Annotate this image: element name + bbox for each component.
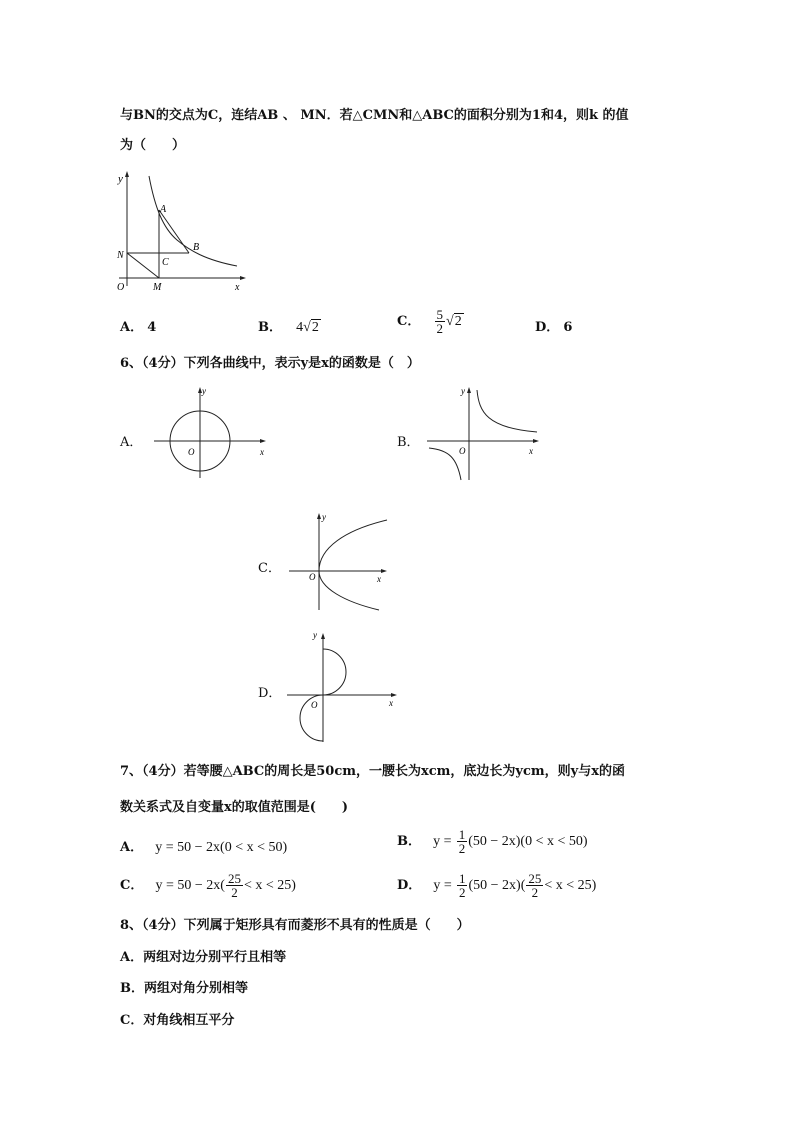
parabola-curve [319,520,387,610]
q5-option-b[interactable] [258,316,321,336]
q7-option-d-den2: 2 [531,885,539,900]
segment-MN [127,253,159,278]
fig-label-B: B [193,242,200,253]
axis-x-label: x [377,574,381,584]
sqrt-icon: √ [303,320,311,335]
q8-option-c[interactable]: C．对角线相互平分 [120,1013,235,1028]
q5-option-c-den: 2 [436,321,443,336]
q7-option-c-den: 2 [231,885,238,900]
q6-stem: 6、（4分）下列各曲线中，表示y是x的函数是（ ） [120,356,420,371]
q5-option-a-label: A． [120,320,144,335]
q7-option-c-pre: y = 50 − 2x( [155,878,225,893]
q5-option-c-radicand: 2 [454,314,462,329]
fig-label-C: C [162,257,169,268]
q7-stem-line2: 数关系式及自变量x的取值范围是( ) [120,800,349,815]
axis-y-label: y [461,386,465,396]
q5-option-b-label: B． [258,320,282,335]
q7-option-a-expr: y = 50 − 2x(0 < x < 50) [155,840,288,855]
q5-option-d[interactable] [535,316,572,335]
q5-option-c-fraction [435,308,446,335]
q7-option-d-mid: (50 − 2x)( [468,878,526,893]
axis-origin-label: O [188,447,195,457]
upper-semicircle-curve [323,649,346,695]
q7-option-d-fraction-1 [457,872,468,899]
q7-stem-line1: 7、（4分）若等腰△ABC的周长是50cm，一腰长为xcm，底边长为ycm，则y与x的函 [120,764,625,779]
hyperbola-curve [477,390,537,432]
q7-option-d-num: 1 [458,871,466,886]
axis-y-label: y [322,512,326,522]
axis-y-label: y [202,386,206,396]
q7-option-c-num: 25 [227,871,241,886]
q7-option-b-num: 1 [458,827,466,842]
q7-option-c-post: < x < 25) [243,878,296,893]
q5-option-a[interactable] [120,316,156,335]
q5-option-d-label: D． [535,320,560,335]
q5-option-c-num: 5 [436,307,443,322]
q8-stem: 8、（4分）下列属于矩形具有而菱形不具有的性质是（ ） [120,918,470,933]
q6-option-c[interactable]: C． [258,561,281,576]
q7-option-d-num2: 25 [528,871,542,886]
fig-label-x: x [235,282,240,293]
q7-option-b-pre: y = [433,834,452,849]
q6-option-b[interactable]: B． [397,435,420,450]
q5-option-d-value: 6 [563,320,573,335]
q5-line2: 为（ ） [120,138,186,153]
q6-option-d[interactable]: D． [258,686,282,701]
q5-option-a-value: 4 [147,320,157,335]
q7-option-a-label: A． [120,840,144,855]
q7-option-b-den: 2 [458,841,466,856]
axis-x-label: x [260,447,264,457]
fig-label-N: N [117,250,124,261]
fig-label-y: y [118,173,123,185]
q5-figure [115,168,250,296]
q7-option-d-fraction-2 [526,872,543,899]
q7-option-d-pre: y = [433,878,452,893]
axis-x-label: x [529,446,533,456]
axis-origin-label: O [309,572,316,582]
q6-d-figure [285,628,405,746]
fig-label-M: M [153,282,162,293]
sqrt-icon: √ [446,314,454,329]
axis-origin-label: O [459,446,466,456]
q7-option-d-label: D． [397,878,422,893]
q6-c-figure [285,508,395,614]
segment-AB [159,210,189,253]
q6-a-figure [150,382,270,482]
q6-option-a[interactable]: A． [120,435,143,450]
q7-option-a[interactable] [120,836,287,856]
q7-option-c-label: C． [120,878,144,893]
q7-option-b[interactable] [397,828,588,855]
q8-option-a[interactable]: A．两组对边分别平行且相等 [120,950,287,965]
q7-option-c[interactable] [120,872,296,899]
q5-option-c-label: C． [397,314,421,329]
q5-option-b-radicand: 2 [311,320,319,335]
q5-option-c[interactable] [397,308,464,335]
axis-y-label: y [313,630,317,640]
q7-option-b-post: (50 − 2x)(0 < x < 50) [468,834,588,849]
q7-option-b-label: B． [397,834,421,849]
axis-x-label: x [389,698,393,708]
q7-option-d-den: 2 [458,885,466,900]
q7-option-d[interactable] [397,872,596,899]
q7-option-c-fraction [226,872,243,899]
fig-label-O: O [117,282,125,293]
q7-option-d-post: < x < 25) [544,878,597,893]
fig-label-A: A [160,204,167,215]
q7-option-b-fraction [457,828,468,855]
q6-b-figure [425,382,545,482]
axis-origin-label: O [311,700,318,710]
q5-option-b-coef: 4 [296,320,304,335]
q8-option-b[interactable]: B．两组对角分别相等 [120,981,248,996]
q5-line1: 与BN的交点为C，连结AB 、 MN．若△CMN和△ABC的面积分别为1和4，则k 的值 [120,108,629,123]
